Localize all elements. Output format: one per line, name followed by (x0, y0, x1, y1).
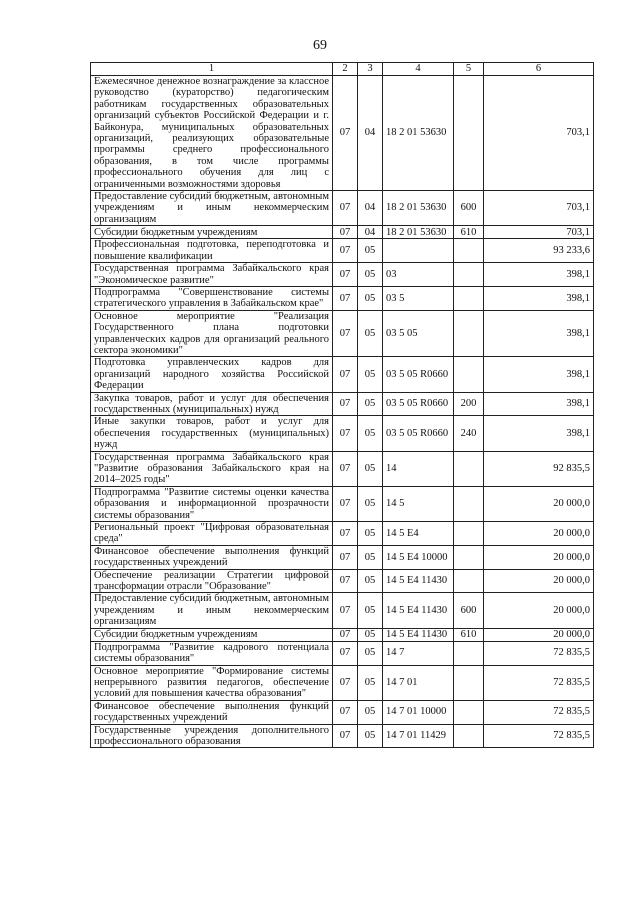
table-row (91, 76, 594, 191)
row-subsection-cell: 05 (358, 486, 383, 521)
row-target-code-cell: 03 5 05 R0660 (383, 416, 454, 451)
row-target-code-cell (383, 239, 454, 263)
row-amount-cell: 20 000,0 (484, 522, 594, 546)
row-subsection-cell: 05 (358, 665, 383, 700)
row-target-code-cell: 14 (383, 451, 454, 486)
table-row (91, 357, 594, 392)
row-amount-cell: 72 835,5 (484, 641, 594, 665)
row-expense-type-cell (454, 286, 484, 310)
row-name-cell: Финансовое обеспечение выполнения функций государственных учреждений (91, 545, 333, 569)
row-name-cell: Основное мероприятие "Формирование системы непрерывного развития педагогов, обеспечение условий для повышения качества образования" (91, 665, 333, 700)
row-amount-cell: 398,1 (484, 263, 594, 287)
row-name-cell: Закупка товаров, работ и услуг для обеспечения государственных (муниципальных) нужд (91, 392, 333, 416)
row-amount-cell: 92 835,5 (484, 451, 594, 486)
row-name-cell: Субсидии бюджетным учреждениям (91, 226, 333, 239)
row-expense-type-cell (454, 569, 484, 593)
row-subsection-cell: 05 (358, 286, 383, 310)
row-subsection-cell: 05 (358, 628, 383, 641)
row-section-cell: 07 (333, 700, 358, 724)
row-target-code-cell: 18 2 01 53630 (383, 226, 454, 239)
row-name-cell: Финансовое обеспечение выполнения функций государственных учреждений (91, 700, 333, 724)
row-expense-type-cell: 600 (454, 593, 484, 628)
row-expense-type-cell (454, 545, 484, 569)
row-amount-cell: 93 233,6 (484, 239, 594, 263)
row-expense-type-cell: 240 (454, 416, 484, 451)
row-amount-cell: 20 000,0 (484, 569, 594, 593)
row-subsection-cell: 05 (358, 545, 383, 569)
row-expense-type-cell: 610 (454, 628, 484, 641)
row-section-cell: 07 (333, 392, 358, 416)
row-target-code-cell: 18 2 01 53630 (383, 191, 454, 226)
row-name-cell: Субсидии бюджетным учреждениям (91, 628, 333, 641)
row-subsection-cell: 05 (358, 522, 383, 546)
row-name-cell: Предоставление субсидий бюджетным, автономным учреждениям и иным некоммерческим организациям (91, 593, 333, 628)
row-expense-type-cell (454, 641, 484, 665)
row-expense-type-cell: 600 (454, 191, 484, 226)
row-subsection-cell: 05 (358, 593, 383, 628)
row-amount-cell: 703,1 (484, 76, 594, 191)
row-section-cell: 07 (333, 76, 358, 191)
row-subsection-cell: 04 (358, 191, 383, 226)
row-section-cell: 07 (333, 416, 358, 451)
row-amount-cell: 72 835,5 (484, 724, 594, 748)
row-amount-cell: 20 000,0 (484, 628, 594, 641)
row-expense-type-cell (454, 522, 484, 546)
row-section-cell: 07 (333, 451, 358, 486)
table-row (91, 486, 594, 521)
row-subsection-cell: 05 (358, 239, 383, 263)
row-target-code-cell: 14 7 01 10000 (383, 700, 454, 724)
table-body (91, 63, 594, 748)
header-cell: 6 (484, 63, 594, 76)
row-name-cell: Обеспечение реализации Стратегии цифровой трансформации отрасли "Образование" (91, 569, 333, 593)
row-name-cell: Подпрограмма "Совершенствование системы стратегического управления в Забайкальском крае" (91, 286, 333, 310)
row-target-code-cell: 03 5 (383, 286, 454, 310)
row-name-cell: Государственная программа Забайкальского края "Экономическое развитие" (91, 263, 333, 287)
row-section-cell: 07 (333, 724, 358, 748)
row-target-code-cell: 03 (383, 263, 454, 287)
table-row (91, 286, 594, 310)
row-section-cell: 07 (333, 569, 358, 593)
row-name-cell: Региональный проект "Цифровая образовательная среда" (91, 522, 333, 546)
row-amount-cell: 20 000,0 (484, 593, 594, 628)
row-section-cell: 07 (333, 665, 358, 700)
row-subsection-cell: 04 (358, 76, 383, 191)
row-expense-type-cell (454, 665, 484, 700)
row-amount-cell: 703,1 (484, 191, 594, 226)
row-target-code-cell: 14 7 (383, 641, 454, 665)
row-amount-cell: 703,1 (484, 226, 594, 239)
row-amount-cell: 20 000,0 (484, 486, 594, 521)
row-target-code-cell: 03 5 05 (383, 310, 454, 357)
row-target-code-cell: 14 5 E4 11430 (383, 628, 454, 641)
row-section-cell: 07 (333, 628, 358, 641)
table-row (91, 310, 594, 357)
table-row (91, 392, 594, 416)
row-expense-type-cell (454, 486, 484, 521)
row-target-code-cell: 03 5 05 R0660 (383, 392, 454, 416)
row-section-cell: 07 (333, 226, 358, 239)
row-section-cell: 07 (333, 641, 358, 665)
row-target-code-cell: 14 5 E4 11430 (383, 569, 454, 593)
row-subsection-cell: 04 (358, 226, 383, 239)
row-expense-type-cell: 200 (454, 392, 484, 416)
row-subsection-cell: 05 (358, 700, 383, 724)
row-target-code-cell: 14 5 (383, 486, 454, 521)
row-subsection-cell: 05 (358, 724, 383, 748)
row-name-cell: Государственные учреждения дополнительного профессионального образования (91, 724, 333, 748)
row-target-code-cell: 03 5 05 R0660 (383, 357, 454, 392)
row-name-cell: Предоставление субсидий бюджетным, автономным учреждениям и иным некоммерческим организациям (91, 191, 333, 226)
row-target-code-cell: 14 5 E4 11430 (383, 593, 454, 628)
row-expense-type-cell: 610 (454, 226, 484, 239)
row-target-code-cell: 18 2 01 53630 (383, 76, 454, 191)
table-row (91, 191, 594, 226)
row-expense-type-cell (454, 451, 484, 486)
row-expense-type-cell (454, 310, 484, 357)
row-name-cell: Профессиональная подготовка, переподготовка и повышение квалификации (91, 239, 333, 263)
table-row (91, 239, 594, 263)
table-row (91, 700, 594, 724)
table-row (91, 724, 594, 748)
row-amount-cell: 398,1 (484, 286, 594, 310)
row-subsection-cell: 05 (358, 310, 383, 357)
row-subsection-cell: 05 (358, 416, 383, 451)
row-section-cell: 07 (333, 310, 358, 357)
header-cell: 1 (91, 63, 333, 76)
row-section-cell: 07 (333, 239, 358, 263)
row-amount-cell: 398,1 (484, 416, 594, 451)
header-cell: 5 (454, 63, 484, 76)
row-expense-type-cell (454, 239, 484, 263)
row-subsection-cell: 05 (358, 451, 383, 486)
row-name-cell: Подпрограмма "Развитие системы оценки качества образования и информационной прозрачности системы образования" (91, 486, 333, 521)
row-section-cell: 07 (333, 486, 358, 521)
table-row (91, 593, 594, 628)
header-row (91, 63, 594, 76)
table-row (91, 641, 594, 665)
row-target-code-cell: 14 7 01 11429 (383, 724, 454, 748)
row-amount-cell: 72 835,5 (484, 665, 594, 700)
row-name-cell: Подготовка управленческих кадров для организаций народного хозяйства Российской Федерации (91, 357, 333, 392)
header-cell: 3 (358, 63, 383, 76)
table-row (91, 665, 594, 700)
row-section-cell: 07 (333, 286, 358, 310)
header-cell: 2 (333, 63, 358, 76)
budget-table (90, 62, 594, 748)
row-expense-type-cell (454, 724, 484, 748)
table-row (91, 628, 594, 641)
table-row (91, 226, 594, 239)
row-name-cell: Ежемесячное денежное вознаграждение за классное руководство (кураторство) педагогическим работникам государственных образовательных организаций субъектов Российской Федерации и г. Байконура, муниципальных образовательных организаций, реализующих образовательные программы среднего профессионального образования, в том числе программы профессионального обучения для лиц с ограниченными возможностями здоровья (91, 76, 333, 191)
header-cell: 4 (383, 63, 454, 76)
row-target-code-cell: 14 5 E4 (383, 522, 454, 546)
row-section-cell: 07 (333, 357, 358, 392)
row-amount-cell: 20 000,0 (484, 545, 594, 569)
row-subsection-cell: 05 (358, 392, 383, 416)
row-name-cell: Подпрограмма "Развитие кадрового потенциала системы образования" (91, 641, 333, 665)
row-subsection-cell: 05 (358, 263, 383, 287)
row-section-cell: 07 (333, 522, 358, 546)
table-row (91, 451, 594, 486)
row-expense-type-cell (454, 263, 484, 287)
row-amount-cell: 398,1 (484, 357, 594, 392)
row-amount-cell: 398,1 (484, 310, 594, 357)
row-subsection-cell: 05 (358, 357, 383, 392)
row-expense-type-cell (454, 76, 484, 191)
table-row (91, 263, 594, 287)
row-section-cell: 07 (333, 263, 358, 287)
row-section-cell: 07 (333, 191, 358, 226)
row-section-cell: 07 (333, 593, 358, 628)
row-expense-type-cell (454, 700, 484, 724)
row-amount-cell: 398,1 (484, 392, 594, 416)
row-target-code-cell: 14 7 01 (383, 665, 454, 700)
table-row (91, 522, 594, 546)
table-row (91, 416, 594, 451)
row-name-cell: Государственная программа Забайкальского края "Развитие образования Забайкальского края на 2014–2025 годы" (91, 451, 333, 486)
row-target-code-cell: 14 5 E4 10000 (383, 545, 454, 569)
table-row (91, 545, 594, 569)
row-name-cell: Иные закупки товаров, работ и услуг для обеспечения государственных (муниципальных) нужд (91, 416, 333, 451)
table-row (91, 569, 594, 593)
row-name-cell: Основное мероприятие "Реализация Государственного плана подготовки управленческих кадров для организаций реального сектора экономики" (91, 310, 333, 357)
row-subsection-cell: 05 (358, 641, 383, 665)
row-expense-type-cell (454, 357, 484, 392)
row-section-cell: 07 (333, 545, 358, 569)
page-number: 69 (313, 38, 327, 53)
row-subsection-cell: 05 (358, 569, 383, 593)
row-amount-cell: 72 835,5 (484, 700, 594, 724)
